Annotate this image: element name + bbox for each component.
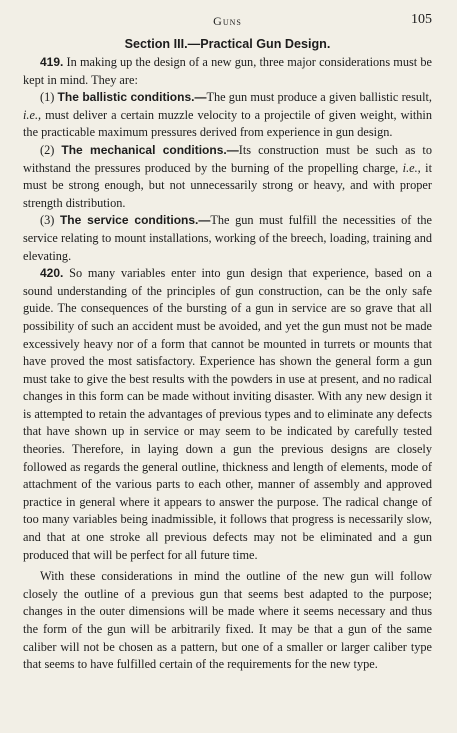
condition-ballistic bbox=[23, 89, 432, 142]
item-lead: The mechanical conditions.— bbox=[61, 142, 239, 157]
item-emphasis: i.e., bbox=[402, 160, 421, 175]
paragraph-text: In making up the design of a new gun, three major considerations must be kept in mind. They are: bbox=[23, 55, 432, 87]
item-text: Its construction must be such as to withstand the pressures produced by the burning of the propelling charge, bbox=[23, 142, 432, 175]
paragraph-number: 419. bbox=[40, 55, 64, 69]
item-emphasis: i.e., bbox=[23, 107, 42, 122]
paragraph-420 bbox=[23, 265, 432, 564]
section-title: Section III.—Practical Gun Design. bbox=[124, 37, 331, 51]
paragraph-final bbox=[23, 568, 432, 674]
item-text: The gun must fulfill the necessities of the service relating to mount installations, working of the breech, loading, training and elevating. bbox=[23, 213, 432, 263]
item-text: The gun must produce a given ballistic result, bbox=[206, 90, 432, 105]
item-lead: The ballistic conditions.— bbox=[57, 90, 207, 105]
condition-service bbox=[23, 212, 432, 265]
page-header bbox=[23, 10, 432, 30]
item-text: must deliver a certain muzzle velocity to a projectile of given weight, within the practicable maximum pressures derived from experience in gun design. bbox=[23, 107, 432, 140]
item-text: it must be strong enough, but not unnecessarily strong or heavy, and with proper strength distribution. bbox=[23, 160, 432, 210]
item-marker: (2) bbox=[40, 142, 62, 157]
paragraph-text: So many variables enter into gun design that experience, based on a sound understanding of the principles of gun construction, can be the only safe guide. The consequences of the bursting of a gun in service are so grave that all possibility of such an accident must be avoided, and yet the gun must not be made excessively heavy nor of a form that cannot be mounted in turrets or mounts that have proved the most satisfactory. Experience has shown the general form a gun must take to give the best results with the powders in use at present, and no radical changes in this form can be made without inviting disaster. With any new design it is attempted to retain the advantages of previous types and to eliminate any defects that have shown up in service or may seem to be indicated by carefully tested theories. Therefore, in laying down a gun the previous designs are closely followed as regards the general outline, thickness and length of elements, mode of attachment of the various parts to each other, manner of assembly and approved practice in general where it appears to answer the purpose. The radical change of too many variables being inadmissible, it follows that progress is necessarily slow, and that at one stroke all previous defects may not be eliminated and a gun produced that will be perfect for all future time. bbox=[23, 266, 432, 562]
paragraph-number: 420. bbox=[40, 266, 64, 281]
item-marker: (1) bbox=[40, 90, 58, 105]
running-head: Guns bbox=[213, 14, 242, 28]
condition-mechanical bbox=[23, 142, 432, 212]
item-lead: The service conditions.— bbox=[59, 213, 211, 228]
page-number: 105 bbox=[411, 12, 432, 27]
paragraph-419 bbox=[23, 54, 432, 89]
paragraph-text: With these considerations in mind the outline of the new gun will follow closely the outline of a previous gun that seems best adapted to the purpose; changes in the outer dimensions will be made where it seems necessary and thus the form of the gun will be arbitrarily fixed. It may be that a gun of the same caliber will not be chosen as a pattern, but one of a smaller or larger caliber type that seems to have fulfilled certain of the requirements for the new type. bbox=[23, 569, 432, 672]
item-marker: (3) bbox=[40, 213, 60, 228]
